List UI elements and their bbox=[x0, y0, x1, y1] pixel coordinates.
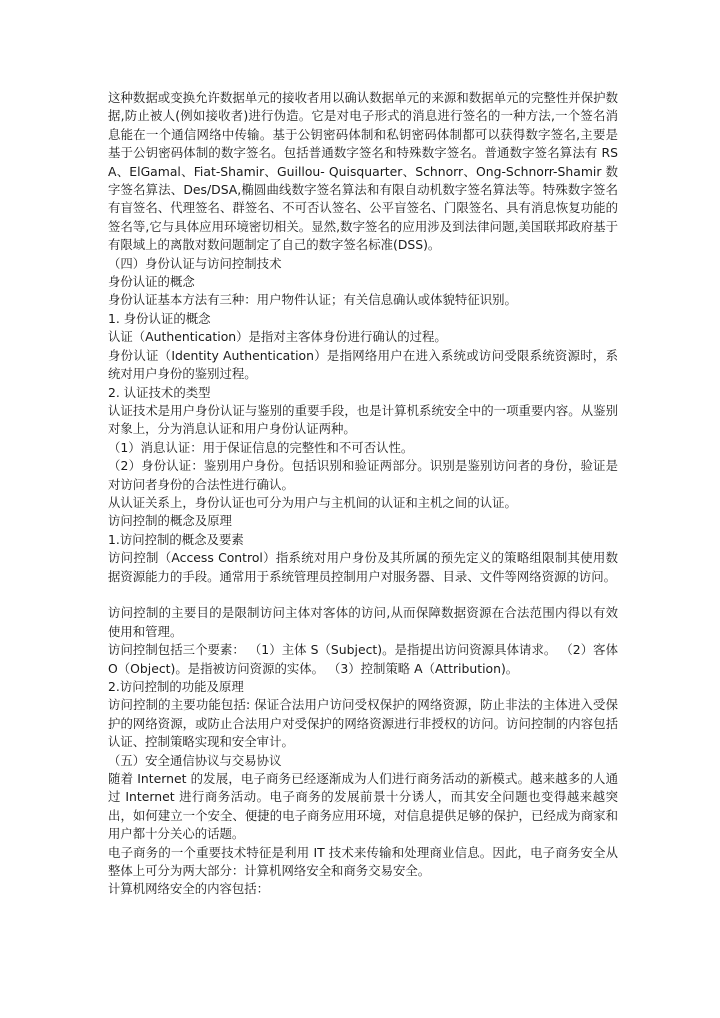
paragraph-access-control-functions: 访问控制的主要功能包括: 保证合法用户访问受权保护的网络资源，防止非法的主体进入受保护的网络资源，或防止合法用户对受保护的网络资源进行非授权的访问。访问控制的内容包括认证、控制策略实现和安全审计。 bbox=[108, 697, 618, 750]
section-heading-identity-access: （四）身份认证与访问控制技术 bbox=[108, 255, 282, 271]
subheading-access-control: 访问控制的概念及原理 bbox=[108, 513, 232, 529]
subheading-identity-definition: 1. 身份认证的概念 bbox=[108, 310, 211, 326]
paragraph-auth-technology: 认证技术是用户身份认证与鉴别的重要手段，也是计算机系统安全中的一项重要内容。从鉴别对象上，分为消息认证和用户身份认证两种。 bbox=[108, 402, 618, 437]
paragraph-access-control-elements: 访问控制包括三个要素： （1）主体 S（Subject)。是指提出访问资源具体请求。 （2）客体 O（Object)。是指被访问资源的实体。 （3）控制策略 A（Attribution)。 bbox=[108, 642, 618, 676]
document-page bbox=[108, 89, 618, 899]
paragraph-identity-authentication: 身份认证（Identity Authentication）是指网络用户在进入系统或访问受限系统资源时，系统对用户身份的鉴别过程。 bbox=[108, 347, 618, 382]
blank-line bbox=[108, 586, 618, 604]
paragraph-ecommerce-security: 电子商务的一个重要技术特征是利用 IT 技术来传输和处理商业信息。因此，电子商务安全从整体上可分为两大部分：计算机网络安全和商务交易安全。 bbox=[108, 844, 618, 879]
paragraph-digital-signature: 这种数据或变换允许数据单元的接收者用以确认数据单元的来源和数据单元的完整性并保护数据,防止被人(例如接收者)进行伪造。它是对电子形式的消息进行签名的一种方法,一个签名消息能在一个通信网络中传输。基于公钥密码体制和私钥密码体制都可以获得数字签名,主要是基于公钥密码体制的数字签名。包括普通数字签名和特殊数字签名。普通数字签名算法有 RSA、ElGamal、Fiat-Shamir、Guillou- Quisquarter、Schnorr、Ong-Schnorr-Shamir 数字签名算法、Des/DSA,椭圆曲线数字签名算法和有限自动机数字签名算法等。特殊数字签名有盲签名、代理签名、群签名、不可否认签名、公平盲签名、门限签名、具有消息恢复功能的签名等,它与具体应用环境密切相关。显然,数字签名的应用涉及到法律问题,美国联邦政府基于有限域上的离散对数问题制定了自己的数字签名标准(DSS)。 bbox=[108, 90, 618, 253]
paragraph-network-security-content: 计算机网络安全的内容包括： bbox=[108, 881, 270, 897]
subheading-access-control-elements: 1.访问控制的概念及要素 bbox=[108, 531, 244, 547]
list-item-identity-auth: （2）身份认证：鉴别用户身份。包括识别和验证两部分。识别是鉴别访问者的身份，验证是对访问者身份的合法性进行确认。 bbox=[108, 458, 618, 492]
paragraph-access-control-purpose: 访问控制的主要目的是限制访问主体对客体的访问,从而保障数据资源在合法范围内得以有效使用和管理。 bbox=[108, 605, 618, 639]
section-heading-secure-protocols: （五）安全通信协议与交易协议 bbox=[108, 752, 282, 768]
list-item-message-auth: （1）消息认证：用于保证信息的完整性和不可否认性。 bbox=[108, 439, 414, 455]
paragraph-auth-relation: 从认证关系上，身份认证也可分为用户与主机间的认证和主机之间的认证。 bbox=[108, 494, 517, 510]
subheading-identity-concept: 身份认证的概念 bbox=[108, 274, 195, 290]
paragraph-identity-methods: 身份认证基本方法有三种：用户物件认证；有关信息确认或体貌特征识别。 bbox=[108, 292, 517, 308]
paragraph-access-control-definition: 访问控制（Access Control）指系统对用户身份及其所属的预先定义的策略组限制其使用数据资源能力的手段。通常用于系统管理员控制用户对服务器、目录、文件等网络资源的访问。 bbox=[108, 550, 618, 584]
subheading-auth-types: 2. 认证技术的类型 bbox=[108, 384, 211, 400]
paragraph-authentication: 认证（Authentication）是指对主客体身份进行确认的过程。 bbox=[108, 329, 447, 345]
subheading-access-control-functions: 2.访问控制的功能及原理 bbox=[108, 678, 244, 694]
paragraph-ecommerce-development: 随着 Internet 的发展，电子商务已经逐渐成为人们进行商务活动的新模式。越来越多的人通过 Internet 进行商务活动。电子商务的发展前景十分诱人，而其安全问题也变得越来越突出，如何建立一个安全、便捷的电子商务应用环境，对信息提供足够的保护，已经成为商家和用户都十分关心的话题。 bbox=[108, 771, 618, 842]
